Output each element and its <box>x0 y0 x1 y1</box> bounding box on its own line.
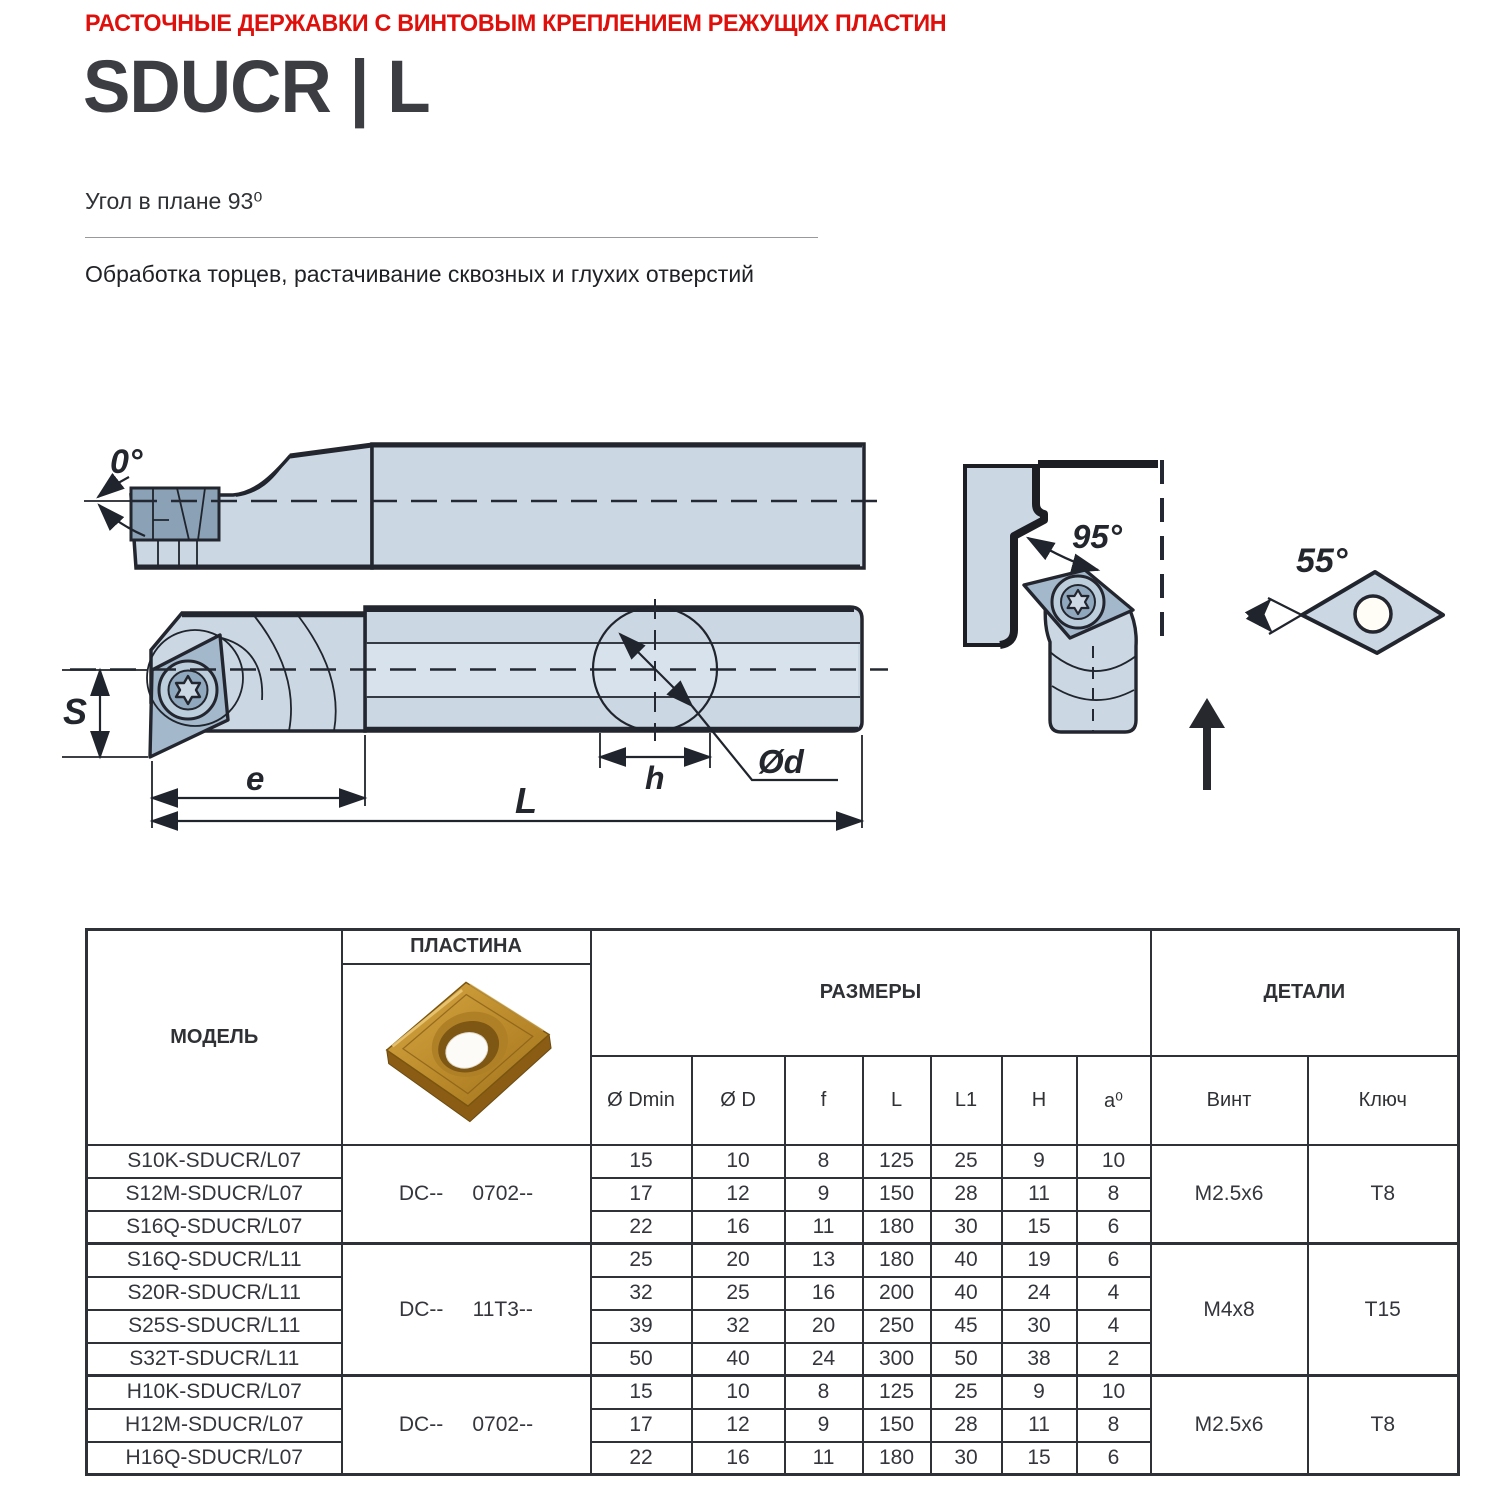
dim-cell: 10 <box>1077 1145 1151 1178</box>
spec-table <box>85 928 1460 1476</box>
col-header-details: ДЕТАЛИ <box>1151 930 1459 1056</box>
dim-cell: 6 <box>1077 1244 1151 1277</box>
dim-cell: 30 <box>931 1211 1002 1244</box>
screw-cell: M2.5x6 <box>1151 1376 1308 1475</box>
dim-cell: 17 <box>591 1178 692 1211</box>
dim-cell: 12 <box>692 1178 785 1211</box>
insert-code-cell: DC-- 0702-- <box>342 1145 591 1244</box>
dim-cell: 32 <box>692 1310 785 1343</box>
dim-cell: 250 <box>863 1310 931 1343</box>
dim-cell: 125 <box>863 1376 931 1409</box>
col-header-f: f <box>785 1056 863 1145</box>
dim-cell: 30 <box>931 1442 1002 1475</box>
col-header-l1: L1 <box>931 1056 1002 1145</box>
dim-cell: 150 <box>863 1178 931 1211</box>
application-description: Обработка торцев, растачивание сквозных и глухих отверстий <box>85 261 755 287</box>
dim-cell: 11 <box>1002 1178 1077 1211</box>
rake-angle-label: 0° <box>110 443 143 481</box>
dim-cell: 2 <box>1077 1343 1151 1376</box>
page-title: SDUCR | L <box>83 45 430 128</box>
dim-cell: 10 <box>692 1376 785 1409</box>
dim-cell: 38 <box>1002 1343 1077 1376</box>
dim-cell: 24 <box>1002 1277 1077 1310</box>
dim-cell: 28 <box>931 1178 1002 1211</box>
section-divider <box>85 237 818 238</box>
dim-cell: 8 <box>785 1376 863 1409</box>
model-cell: H10K-SDUCR/L07 <box>87 1376 342 1409</box>
insert-code-cell: DC-- 11T3-- <box>342 1244 591 1376</box>
dim-cell: 180 <box>863 1211 931 1244</box>
insert-code-cell: DC-- 0702-- <box>342 1376 591 1475</box>
dim-cell: 200 <box>863 1277 931 1310</box>
dim-cell: 4 <box>1077 1277 1151 1310</box>
screw-cell: M4x8 <box>1151 1244 1308 1376</box>
col-header-l: L <box>863 1056 931 1145</box>
dim-cell: 25 <box>931 1376 1002 1409</box>
dim-cell: 40 <box>931 1277 1002 1310</box>
dim-cell: 16 <box>785 1277 863 1310</box>
dim-cell: 6 <box>1077 1442 1151 1475</box>
dim-cell: 8 <box>1077 1178 1151 1211</box>
insert-angle-label: 55° <box>1296 542 1348 580</box>
dim-cell: 45 <box>931 1310 1002 1343</box>
dim-cell: 39 <box>591 1310 692 1343</box>
dim-cell: 9 <box>1002 1376 1077 1409</box>
dim-cell: 11 <box>785 1211 863 1244</box>
dim-cell: 9 <box>1002 1145 1077 1178</box>
col-header-screw: Винт <box>1151 1056 1308 1145</box>
col-header-dmin: Ø Dmin <box>591 1056 692 1145</box>
model-cell: S12M-SDUCR/L07 <box>87 1178 342 1211</box>
model-cell: S10K-SDUCR/L07 <box>87 1145 342 1178</box>
dim-cell: 4 <box>1077 1310 1151 1343</box>
dim-cell: 28 <box>931 1409 1002 1442</box>
plan-angle-note: Угол в плане 93⁰ <box>85 188 263 214</box>
dim-cell: 20 <box>692 1244 785 1277</box>
col-header-d: Ø D <box>692 1056 785 1145</box>
dim-cell: 10 <box>1077 1376 1151 1409</box>
dim-cell: 50 <box>931 1343 1002 1376</box>
dim-cell: 16 <box>692 1211 785 1244</box>
table-row <box>87 1376 1459 1409</box>
model-cell: S32T-SDUCR/L11 <box>87 1343 342 1376</box>
dim-cell: 15 <box>591 1376 692 1409</box>
col-header-a: a⁰ <box>1077 1056 1151 1145</box>
hole-diameter-label: Ød <box>758 743 804 780</box>
dim-cell: 180 <box>863 1442 931 1475</box>
side-view-drawing <box>62 599 888 828</box>
dim-cell: 22 <box>591 1211 692 1244</box>
screw-cell: M2.5x6 <box>1151 1145 1308 1244</box>
dim-cell: 8 <box>1077 1409 1151 1442</box>
dim-cell: 15 <box>591 1145 692 1178</box>
dim-cell: 300 <box>863 1343 931 1376</box>
dim-cell: 32 <box>591 1277 692 1310</box>
dim-cell: 25 <box>692 1277 785 1310</box>
dim-cell: 15 <box>1002 1442 1077 1475</box>
insert-photo-cell <box>342 964 591 1145</box>
dim-cell: 9 <box>785 1409 863 1442</box>
dim-cell: 20 <box>785 1310 863 1343</box>
dim-cell: 50 <box>591 1343 692 1376</box>
overall-length-label: L <box>515 780 537 821</box>
dim-cell: 12 <box>692 1409 785 1442</box>
dim-cell: 6 <box>1077 1211 1151 1244</box>
model-cell: H16Q-SDUCR/L07 <box>87 1442 342 1475</box>
dim-cell: 30 <box>1002 1310 1077 1343</box>
dim-cell: 16 <box>692 1442 785 1475</box>
table-row <box>87 1145 1459 1178</box>
insert-photo <box>350 965 582 1139</box>
model-cell: S16Q-SDUCR/L07 <box>87 1211 342 1244</box>
dim-cell: 10 <box>692 1145 785 1178</box>
entering-angle-label: 95° <box>1072 518 1122 555</box>
dim-cell: 11 <box>785 1442 863 1475</box>
head-length-label: e <box>246 760 265 797</box>
model-cell: S25S-SDUCR/L11 <box>87 1310 342 1343</box>
dim-cell: 9 <box>785 1178 863 1211</box>
col-header-dimensions: РАЗМЕРЫ <box>591 930 1151 1056</box>
dim-cell: 15 <box>1002 1211 1077 1244</box>
dim-cell: 24 <box>785 1343 863 1376</box>
col-header-model: МОДЕЛЬ <box>87 930 342 1145</box>
dim-cell: 150 <box>863 1409 931 1442</box>
col-header-insert: ПЛАСТИНА <box>342 930 591 964</box>
feed-direction-arrow <box>1189 698 1225 790</box>
dim-cell: 13 <box>785 1244 863 1277</box>
key-cell: T8 <box>1308 1376 1459 1475</box>
col-header-h: H <box>1002 1056 1077 1145</box>
dim-cell: 19 <box>1002 1244 1077 1277</box>
model-cell: S16Q-SDUCR/L11 <box>87 1244 342 1277</box>
hole-pitch-label: h <box>645 760 665 796</box>
dim-cell: 25 <box>591 1244 692 1277</box>
col-header-key: Ключ <box>1308 1056 1459 1145</box>
front-view-drawing <box>84 443 888 568</box>
torx-screw-icon <box>1052 576 1104 628</box>
dim-cell: 17 <box>591 1409 692 1442</box>
dim-cell: 22 <box>591 1442 692 1475</box>
dim-cell: 11 <box>1002 1409 1077 1442</box>
application-angle-drawing <box>965 460 1225 790</box>
dim-cell: 125 <box>863 1145 931 1178</box>
shank-height-label: S <box>63 691 88 732</box>
insert-shape-drawing <box>1263 542 1443 653</box>
insert-pocket <box>131 488 219 540</box>
insert-hole <box>1355 596 1391 632</box>
dim-cell: 180 <box>863 1244 931 1277</box>
dim-cell: 40 <box>692 1343 785 1376</box>
model-cell: S20R-SDUCR/L11 <box>87 1277 342 1310</box>
table-row <box>87 1244 1459 1277</box>
key-cell: T8 <box>1308 1145 1459 1244</box>
model-cell: H12M-SDUCR/L07 <box>87 1409 342 1442</box>
technical-drawing <box>40 395 1480 865</box>
category-heading: РАСТОЧНЫЕ ДЕРЖАВКИ С ВИНТОВЫМ КРЕПЛЕНИЕМ РЕЖУЩИХ ПЛАСТИН <box>85 10 947 37</box>
dim-cell: 8 <box>785 1145 863 1178</box>
dim-cell: 40 <box>931 1244 1002 1277</box>
key-cell: T15 <box>1308 1244 1459 1376</box>
dim-cell: 25 <box>931 1145 1002 1178</box>
